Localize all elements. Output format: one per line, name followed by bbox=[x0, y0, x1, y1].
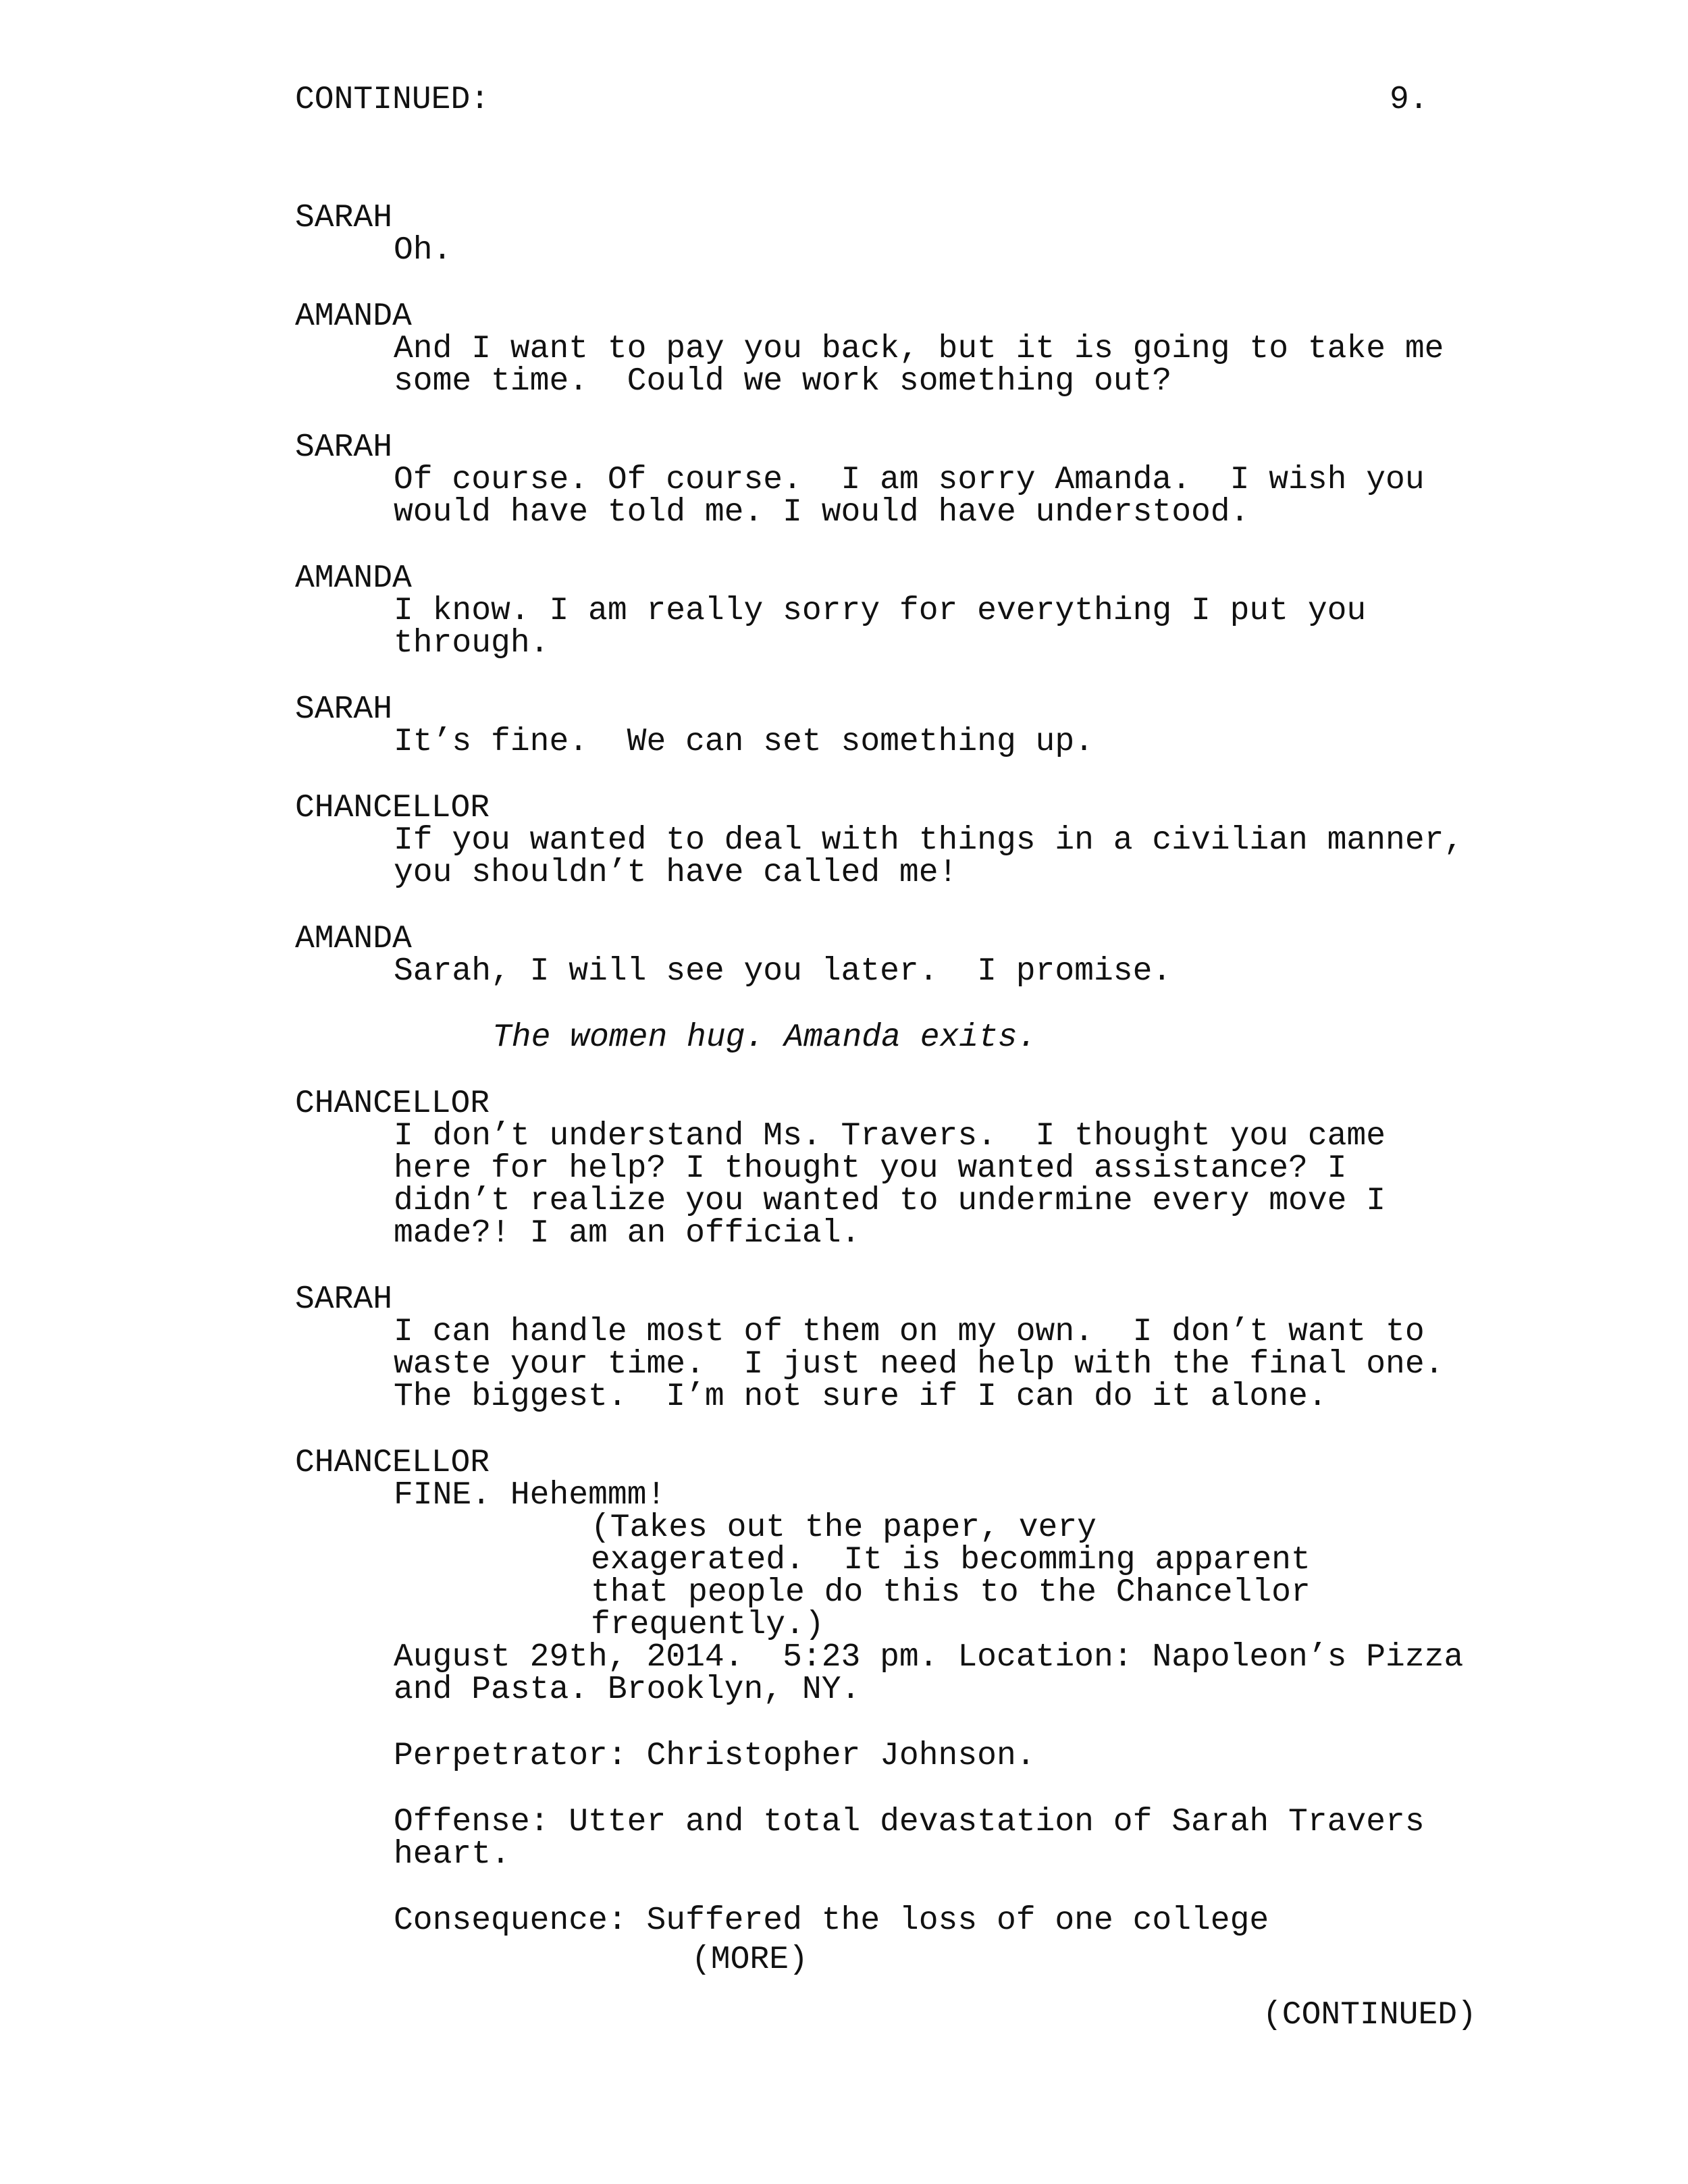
dialogue-line: FINE. Hehemmm! bbox=[394, 1477, 666, 1514]
dialogue-line: I know. I am really sorry for everything I put you bbox=[394, 593, 1367, 629]
character-name: CHANCELLOR bbox=[295, 1445, 490, 1481]
dialogue-line: August 29th, 2014. 5:23 pm. Location: Napoleon’s Pizza bbox=[394, 1639, 1464, 1676]
dialogue-line: some time. Could we work something out? bbox=[394, 363, 1172, 400]
character-name: SARAH bbox=[295, 691, 393, 728]
dialogue-line: It’s fine. We can set something up. bbox=[394, 724, 1094, 760]
character-name: CHANCELLOR bbox=[295, 790, 490, 826]
dialogue-line: didn’t realize you wanted to undermine every move I bbox=[394, 1183, 1386, 1219]
dialogue-line: I can handle most of them on my own. I don’t want to bbox=[394, 1314, 1425, 1350]
dialogue-line: made?! I am an official. bbox=[394, 1215, 861, 1252]
dialogue-line: Offense: Utter and total devastation of Sarah Travers bbox=[394, 1804, 1425, 1840]
dialogue-line: If you wanted to deal with things in a civilian manner, bbox=[394, 822, 1464, 859]
action-line: The women hug. Amanda exits. bbox=[492, 1019, 1037, 1056]
character-name: AMANDA bbox=[295, 921, 412, 957]
page-number: 9. bbox=[1390, 82, 1429, 118]
parenthetical-line: exagerated. It is becomming apparent bbox=[591, 1542, 1311, 1578]
dialogue-line: The biggest. I’m not sure if I can do it alone. bbox=[394, 1379, 1327, 1415]
continued-footer: (CONTINUED) bbox=[1263, 1997, 1477, 2033]
dialogue-line: I don’t understand Ms. Travers. I thought you came bbox=[394, 1118, 1386, 1154]
dialogue-line: heart. bbox=[394, 1836, 510, 1873]
dialogue-line: through. bbox=[394, 625, 550, 662]
dialogue-line: Perpetrator: Christopher Johnson. bbox=[394, 1738, 1036, 1774]
dialogue-line: Of course. Of course. I am sorry Amanda. I wish you bbox=[394, 462, 1425, 498]
parenthetical-line: frequently.) bbox=[591, 1607, 824, 1643]
dialogue-line: you shouldn’t have called me! bbox=[394, 855, 958, 891]
character-name: CHANCELLOR bbox=[295, 1086, 490, 1122]
dialogue-line: Sarah, I will see you later. I promise. bbox=[394, 953, 1172, 990]
dialogue-line: waste your time. I just need help with the final one. bbox=[394, 1346, 1444, 1383]
dialogue-line: And I want to pay you back, but it is going to take me bbox=[394, 331, 1444, 367]
dialogue-line: here for help? I thought you wanted assistance? I bbox=[394, 1150, 1347, 1187]
continued-header: CONTINUED: bbox=[295, 82, 490, 118]
character-name: AMANDA bbox=[295, 560, 412, 597]
parenthetical-line: that people do this to the Chancellor bbox=[591, 1574, 1311, 1611]
dialogue-line: would have told me. I would have understood. bbox=[394, 494, 1250, 531]
dialogue-line: and Pasta. Brooklyn, NY. bbox=[394, 1672, 861, 1708]
character-name: SARAH bbox=[295, 429, 393, 466]
dialogue-line: Consequence: Suffered the loss of one college bbox=[394, 1902, 1269, 1939]
parenthetical-line: (Takes out the paper, very bbox=[591, 1510, 1097, 1546]
dialogue-line: Oh. bbox=[394, 232, 452, 269]
more-marker: (MORE) bbox=[691, 1942, 808, 1978]
character-name: SARAH bbox=[295, 1281, 393, 1318]
character-name: AMANDA bbox=[295, 298, 412, 335]
character-name: SARAH bbox=[295, 200, 393, 236]
